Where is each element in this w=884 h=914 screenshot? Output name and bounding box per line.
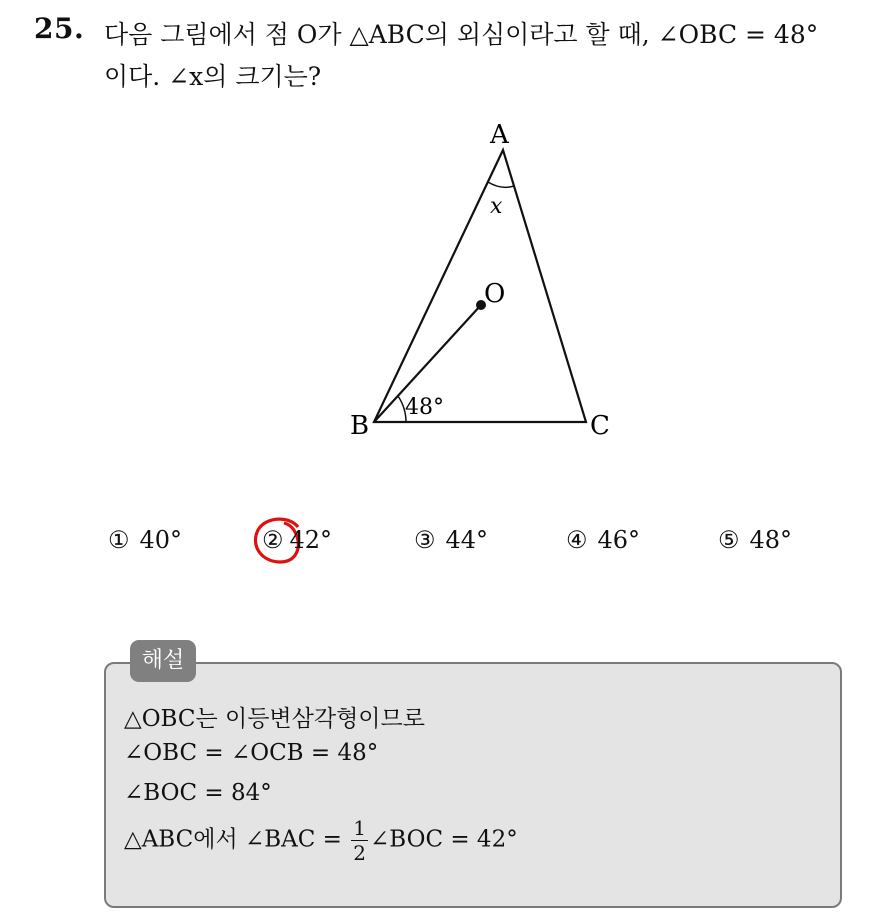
- answer-choices: [108, 526, 828, 566]
- choice-3-number: ③: [414, 526, 436, 554]
- point-label-o: O: [484, 279, 506, 309]
- choice-1-value: 40°: [139, 526, 183, 554]
- choice-5-value: 48°: [749, 526, 793, 554]
- solution-line-2: ∠OBC = ∠OCB = 48°: [124, 740, 379, 766]
- vertex-label-a: A: [490, 120, 509, 150]
- question-line-1: 다음 그림에서 점 O가 △ABC의 외심이라고 할 때, ∠OBC = 48°: [104, 20, 819, 49]
- angle-arc-a: [488, 182, 514, 187]
- triangle-abc: [374, 150, 586, 422]
- choice-3[interactable]: [414, 526, 488, 554]
- solution-line-3: ∠BOC = 84°: [124, 780, 272, 806]
- question-number: 25.: [34, 12, 85, 45]
- choice-1-number: ①: [108, 526, 130, 554]
- solution-line-1: △OBC는 이등변삼각형이므로: [124, 706, 425, 732]
- choice-3-value: 44°: [445, 526, 489, 554]
- choice-2[interactable]: [262, 526, 332, 554]
- choice-5[interactable]: [718, 526, 792, 554]
- choice-2-value: 42°: [289, 526, 333, 554]
- vertex-label-b: B: [350, 411, 370, 441]
- fraction-one-half: [351, 816, 368, 865]
- solution-line-4-prefix: △ABC에서 ∠BAC =: [124, 826, 350, 853]
- fraction-numerator: 1: [353, 816, 366, 840]
- choice-4-value: 46°: [597, 526, 641, 554]
- question-line-2: 이다. ∠x의 크기는?: [104, 62, 322, 91]
- choice-5-number: ⑤: [718, 526, 740, 554]
- choice-4-number: ④: [566, 526, 588, 554]
- vertex-label-c: C: [590, 411, 610, 441]
- solution-line-4: [124, 816, 518, 865]
- solution-line-4-suffix: ∠BOC = 42°: [369, 826, 518, 853]
- choice-1[interactable]: [108, 526, 182, 554]
- choice-2-number: ②: [262, 526, 284, 554]
- solution-tag: 해설: [130, 640, 196, 682]
- angle-label-x: x: [490, 194, 503, 219]
- angle-label-48: 48°: [405, 395, 444, 420]
- fraction-denominator: 2: [353, 841, 366, 865]
- choice-4[interactable]: [566, 526, 640, 554]
